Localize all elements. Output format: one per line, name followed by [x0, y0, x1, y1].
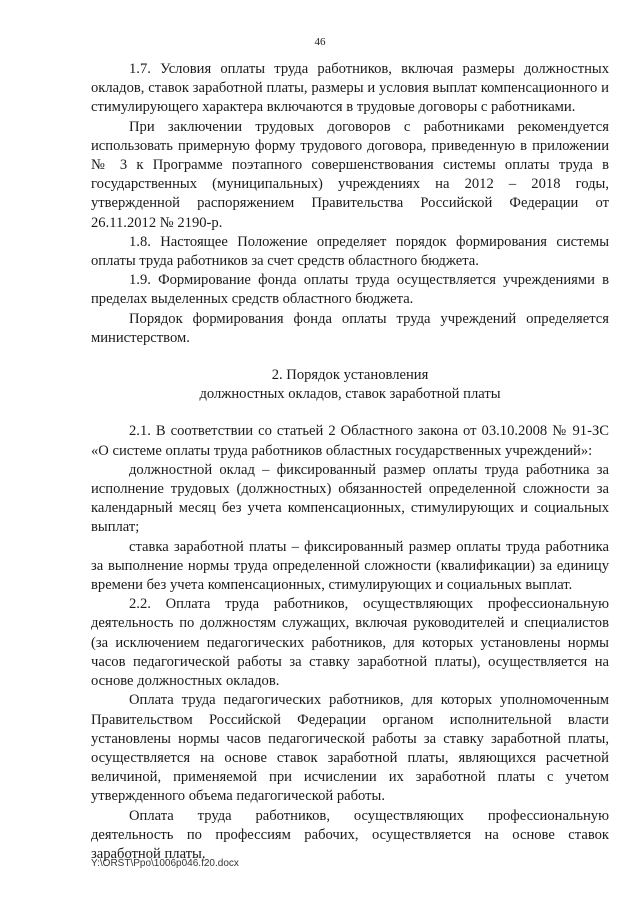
paragraph-workers-professions: Оплата труда работников, осуществляющих профессиональную деятельность по профессиям рабочих, осуществляется на основе ставок заработной платы.: [91, 807, 609, 862]
document-body: [91, 60, 609, 864]
paragraph-official-salary-definition: должностной оклад – фиксированный размер оплаты труда работника за исполнение трудовых (должностных) обязанностей определенной сложности за календарный месяц без учета компенсационных, стимулирующих и социальных выплат;: [91, 461, 609, 536]
section-title-line-1: 2. Порядок установления: [271, 367, 429, 384]
paragraph-2-1: 2.1. В соответствии со статьей 2 Областного закона от 03.10.2008 № 91-ЗС «О системе оплаты труда работников областных государственных учреждений»:: [91, 423, 609, 459]
paragraph-fund-order: Порядок формирования фонда оплаты труда учреждений определяется министерством.: [91, 310, 609, 346]
footer-file-path: Y:\ORST\Ppo\1006p046.f20.docx: [91, 858, 239, 869]
paragraph-wage-rate-definition: ставка заработной платы – фиксированный размер оплаты труда работника за выполнение нормы труда определенной сложности (квалификации) за единицу времени без учета компенсационных, стимулирующих и социальных выплат.: [91, 538, 609, 594]
paragraph-pedagogical-workers: Оплата труда педагогических работников, для которых уполномоченным Правительством Российской Федерации органом исполнительной власти установлены нормы часов педагогической работы за ставку заработной платы, осуществляется на основе ставок заработной платы, являющихся расчетной величиной, применяемой при исчислении их заработной платы с учетом утвержденного объема педагогической работы.: [91, 692, 609, 805]
paragraph-contract-recommendation: При заключении трудовых договоров с работниками рекомендуется использовать примерную форму трудового договора, приведенную в приложении № 3 к Программе поэтапного совершенствования системы оплаты труда в государственных (муниципальных) учреждениях на 2012 – 2018 годы, утвержденной распоряжением Правительства Российской Федерации от 26.11.2012 № 2190-р.: [91, 118, 609, 231]
section-title-line-2: должностных окладов, ставок заработной платы: [199, 386, 501, 403]
paragraph-2-2: 2.2. Оплата труда работников, осуществляющих профессиональную деятельность по должностям служащих, включая руководителей и специалистов (за исключением педагогических работников, для которых установлены нормы часов педагогической работы за ставку заработной платы), осуществляется на основе должностных окладов.: [91, 596, 609, 690]
paragraph-1-9: 1.9. Формирование фонда оплаты труда осуществляется учреждениями в пределах выделенных средств областного бюджета.: [91, 272, 609, 308]
section-2-heading: [91, 366, 609, 404]
paragraph-1-8: 1.8. Настоящее Положение определяет порядок формирования системы оплаты труда работников за счет средств областного бюджета.: [91, 233, 609, 270]
paragraph-1-7: 1.7. Условия оплаты труда работников, включая размеры должностных окладов, ставок заработной платы, размеры и условия выплат компенсационного и стимулирующего характера включаются в трудовые договоры с работниками.: [91, 61, 609, 116]
page-number: 46: [314, 36, 326, 48]
